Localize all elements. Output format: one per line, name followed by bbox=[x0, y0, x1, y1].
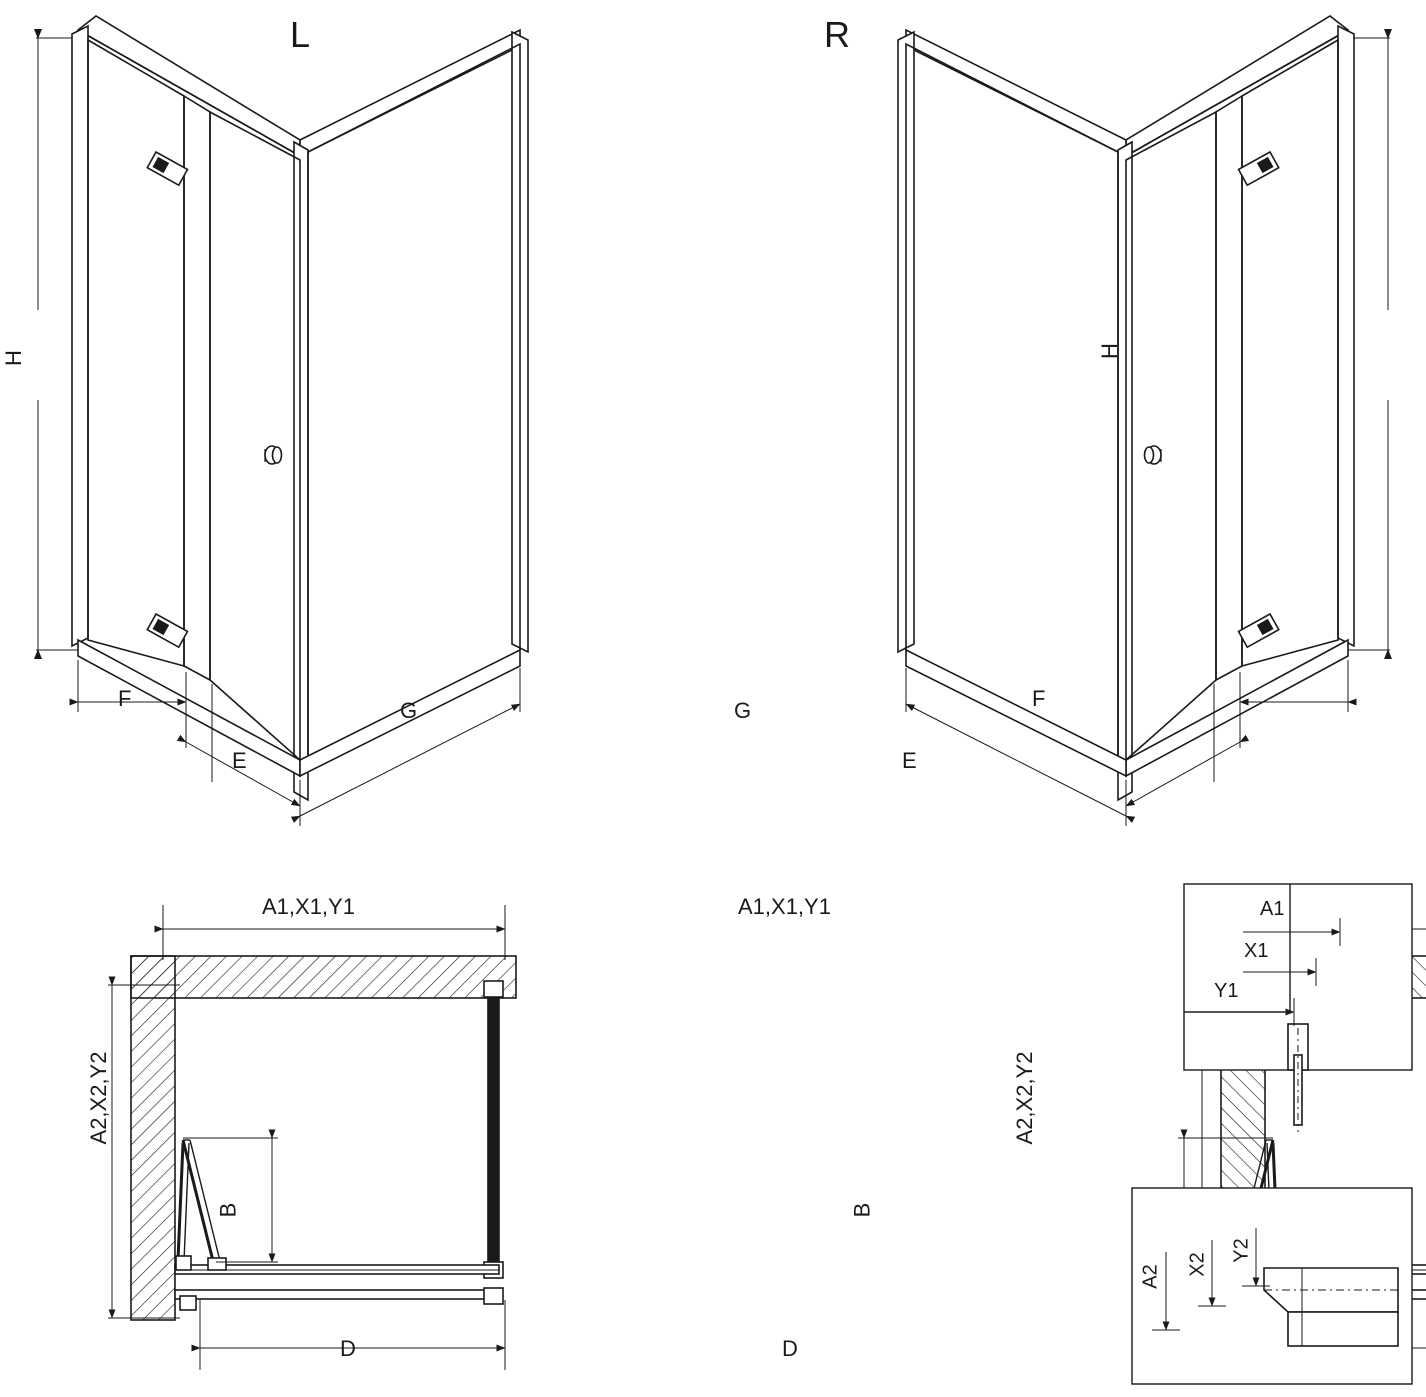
variant-label-right: R bbox=[824, 14, 850, 55]
plan-left-bottom-dim: D bbox=[340, 1336, 356, 1361]
detail-top-label-a1: A1 bbox=[1260, 898, 1285, 920]
detail-bottom-label-x2: X2 bbox=[1186, 1252, 1209, 1277]
detail-bottom bbox=[1132, 1188, 1412, 1384]
iso-left-label-g: G bbox=[400, 698, 418, 723]
iso-left-label-e: E bbox=[232, 748, 247, 773]
plan-right-swing-dim: B bbox=[849, 1202, 875, 1218]
iso-left-label-f: F bbox=[118, 686, 132, 711]
iso-right-label-e: E bbox=[902, 748, 917, 773]
detail-top bbox=[1184, 884, 1412, 1132]
detail-bottom-label-y2: Y2 bbox=[1230, 1238, 1253, 1263]
plan-left-swing-dim: B bbox=[215, 1202, 241, 1218]
iso-view-right bbox=[898, 16, 1390, 826]
detail-bottom-label-a2: A2 bbox=[1139, 1264, 1162, 1289]
plan-left-top-dim: A1,X1,Y1 bbox=[262, 894, 355, 919]
iso-view-left bbox=[36, 16, 528, 826]
plan-right-side-dim: A2,X2,Y2 bbox=[1012, 1051, 1037, 1145]
iso-right-label-g: G bbox=[734, 698, 752, 723]
plan-right-top-dim: A1,X1,Y1 bbox=[738, 894, 831, 919]
variant-label-left: L bbox=[290, 14, 311, 55]
iso-right-height-label: H bbox=[1096, 343, 1122, 359]
detail-top-label-y1: Y1 bbox=[1214, 980, 1239, 1002]
plan-view-left bbox=[108, 905, 516, 1370]
plan-left-side-dim: A2,X2,Y2 bbox=[86, 1051, 111, 1145]
iso-left-height-label: H bbox=[0, 350, 26, 366]
iso-right-label-f: F bbox=[1032, 686, 1046, 711]
plan-right-bottom-dim: D bbox=[782, 1336, 798, 1361]
detail-top-label-x1: X1 bbox=[1244, 940, 1269, 962]
